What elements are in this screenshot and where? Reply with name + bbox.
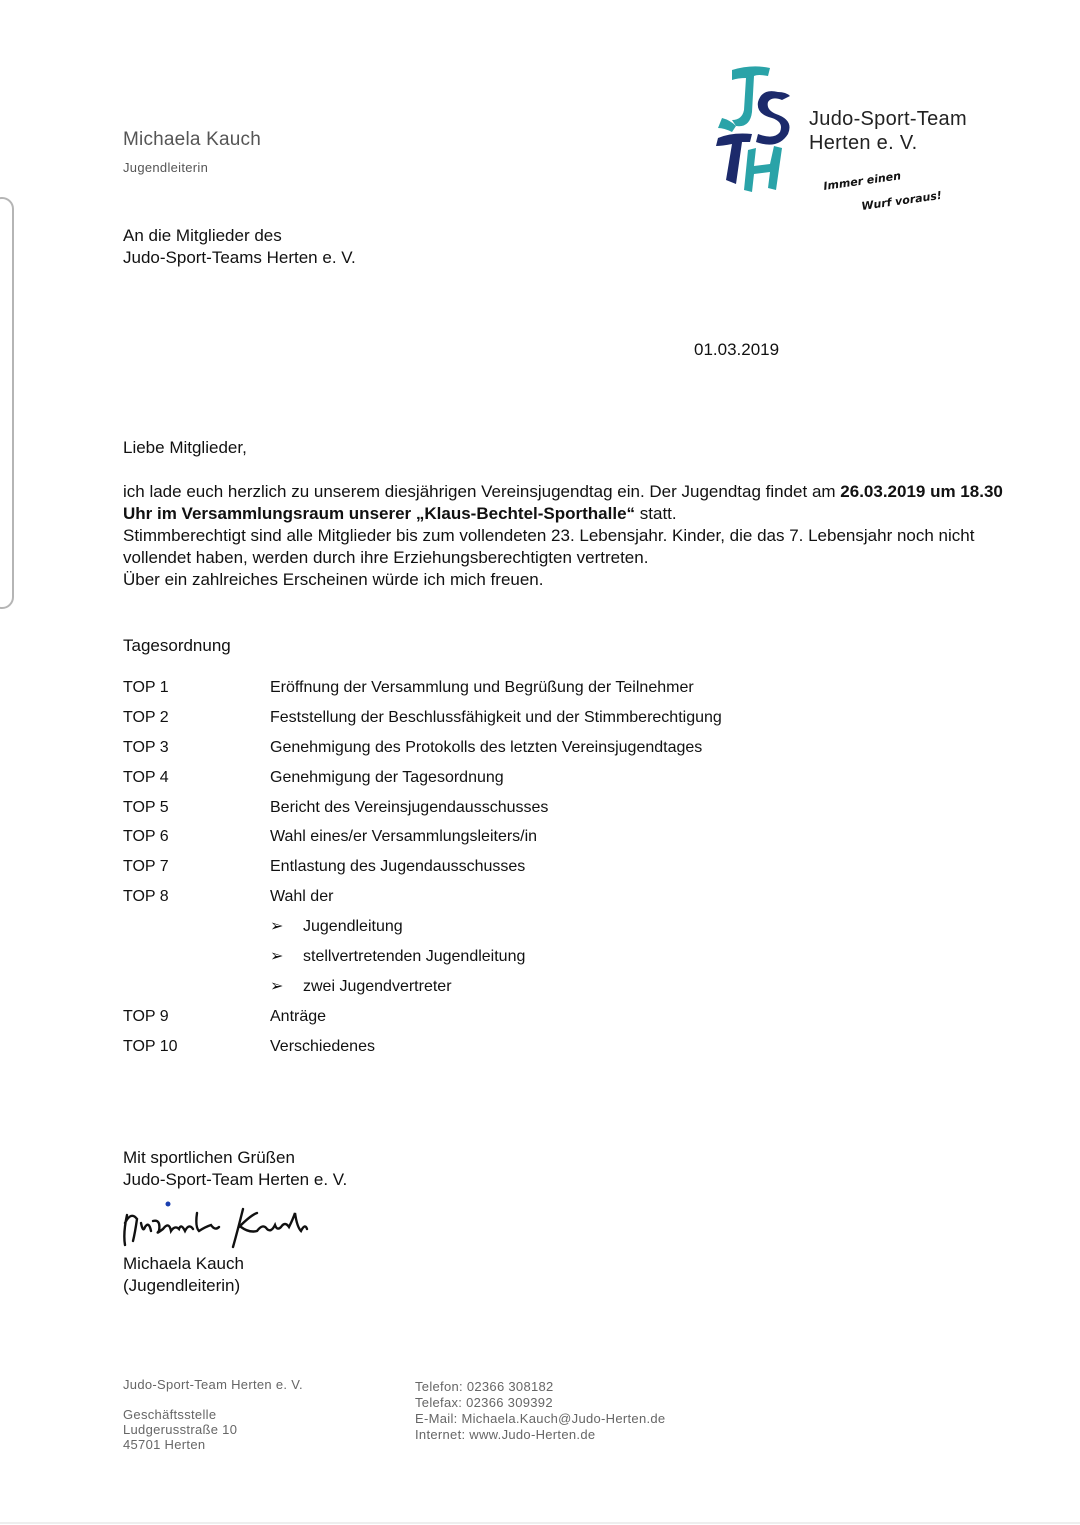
recipient-line1: An die Mitglieder des [123, 226, 282, 245]
agenda-text: Genehmigung der Tagesordnung [270, 768, 504, 786]
agenda-number: TOP 8 [123, 888, 169, 906]
agenda-item [123, 1037, 1010, 1067]
agenda-text: Genehmigung des Protokolls des letzten Vereinsjugendtages [270, 738, 703, 756]
footer-org: Judo-Sport-Team Herten e. V. [123, 1376, 303, 1392]
slogan-line2: Wurf voraus! [860, 188, 943, 213]
agenda-subitem [123, 917, 1010, 947]
body-paragraph-1 [123, 481, 1010, 525]
sender-role: Jugendleiterin [123, 160, 209, 175]
letter-body [123, 481, 1010, 591]
agenda-item [123, 708, 1010, 738]
agenda-number: TOP 10 [123, 1037, 178, 1055]
footer-address [123, 1377, 303, 1452]
arrowhead-bullet-icon: ➢ [270, 948, 284, 966]
agenda-text: Anträge [270, 1007, 327, 1025]
agenda-item [123, 827, 1010, 857]
agenda-subitem-text: stellvertretenden Jugendleitung [303, 948, 526, 966]
footer-office: Geschäftsstelle [123, 1406, 217, 1422]
body-p1-highlight: 26.03.2019 um 18.30 Uhr im Versammlungsraum unserer „Klaus-Bechtel-Sporthalle“ [123, 482, 1003, 523]
agenda-number: TOP 6 [123, 828, 169, 846]
footer-contact [415, 1379, 665, 1444]
arrowhead-bullet-icon: ➢ [270, 918, 284, 936]
club-name-line1: Judo-Sport-Team [809, 108, 967, 130]
footer-city: 45701 Herten [123, 1436, 206, 1452]
arrowhead-bullet-icon: ➢ [270, 977, 284, 995]
slogan-line1: Immer einen [822, 169, 902, 193]
agenda-text: Wahl eines/er Versammlungsleiters/in [270, 828, 538, 846]
signatory [123, 1253, 1010, 1297]
agenda-number: TOP 3 [123, 738, 169, 756]
letter-date: 01.03.2019 [694, 340, 780, 359]
agenda-number: TOP 1 [123, 679, 169, 696]
letter-footer [123, 1377, 1010, 1467]
agenda-text: Wahl der [270, 888, 334, 906]
agenda-number: TOP 4 [123, 768, 169, 786]
body-p1-start: ich lade euch herzlich zu unserem diesjährigen Vereinsjugendtag ein. Der Jugendtag findet am [123, 482, 841, 501]
agenda-text: Entlastung des Jugendausschusses [270, 858, 526, 876]
agenda-number: TOP 7 [123, 858, 169, 876]
agenda-text: Verschiedenes [270, 1037, 375, 1055]
agenda-subitem [123, 977, 1010, 1007]
club-name-line2: Herten e. V. [809, 132, 918, 154]
recipient-address [123, 225, 1010, 269]
agenda-item [123, 738, 1010, 768]
footer-website[interactable]: Internet: www.Judo-Herten.de [415, 1427, 596, 1443]
agenda-list [123, 678, 1010, 1067]
sender-block [123, 128, 261, 176]
agenda-subitem [123, 947, 1010, 977]
footer-street: Ludgerusstraße 10 [123, 1421, 238, 1437]
club-logo [712, 62, 1002, 212]
agenda-number: TOP 9 [123, 1007, 169, 1025]
agenda-item [123, 798, 1010, 828]
agenda-subitem-text: zwei Jugendvertreter [303, 977, 452, 995]
agenda-item [123, 678, 1010, 708]
body-p1-end: statt. [635, 504, 677, 523]
agenda-number: TOP 5 [123, 798, 169, 816]
footer-email[interactable]: E-Mail: Michaela.Kauch@Judo-Herten.de [415, 1411, 666, 1427]
signatory-role: (Jugendleiterin) [123, 1275, 241, 1295]
footer-fax: Telefax: 02366 309392 [415, 1394, 553, 1410]
agenda-item [123, 768, 1010, 798]
recipient-line2: Judo-Sport-Teams Herten e. V. [123, 248, 356, 267]
handwritten-signature [115, 1199, 315, 1251]
agenda-title: Tagesordnung [123, 636, 231, 655]
agenda-text: Bericht des Vereinsjugendausschusses [270, 798, 549, 816]
body-paragraph-2: Stimmberechtigt sind alle Mitglieder bis zum vollendeten 23. Lebensjahr. Kinder, die das 7. Lebensjahr noch nicht vollendet haben, werden durch ihre Erziehungsberechtigten vertreten. [123, 526, 975, 567]
agenda-text: Eröffnung der Versammlung und Begrüßung der Teilnehmer [270, 679, 694, 696]
footer-spacer [123, 1392, 303, 1407]
page-bottom-divider [0, 1522, 1080, 1524]
greeting: Liebe Mitglieder, [123, 438, 247, 457]
body-paragraph-3: Über ein zahlreiches Erscheinen würde ich mich freuen. [123, 570, 544, 589]
letter-header [123, 0, 1010, 215]
club-name [809, 107, 967, 155]
agenda-subitem-text: Jugendleitung [303, 918, 403, 936]
agenda-number: TOP 2 [123, 708, 169, 726]
agenda-item [123, 857, 1010, 887]
club-monogram-logo [712, 62, 798, 194]
closing [123, 1147, 1010, 1191]
agenda-item [123, 887, 1010, 917]
agenda-text: Feststellung der Beschlussfähigkeit und der Stimmberechtigung [270, 708, 722, 726]
signatory-name: Michaela Kauch [123, 1253, 244, 1273]
sender-name: Michaela Kauch [123, 129, 261, 150]
footer-phone: Telefon: 02366 308182 [415, 1378, 554, 1394]
club-slogan [820, 168, 970, 216]
closing-line1: Mit sportlichen Grüßen [123, 1147, 295, 1167]
closing-line2: Judo-Sport-Team Herten e. V. [123, 1169, 348, 1189]
agenda-item [123, 1007, 1010, 1037]
